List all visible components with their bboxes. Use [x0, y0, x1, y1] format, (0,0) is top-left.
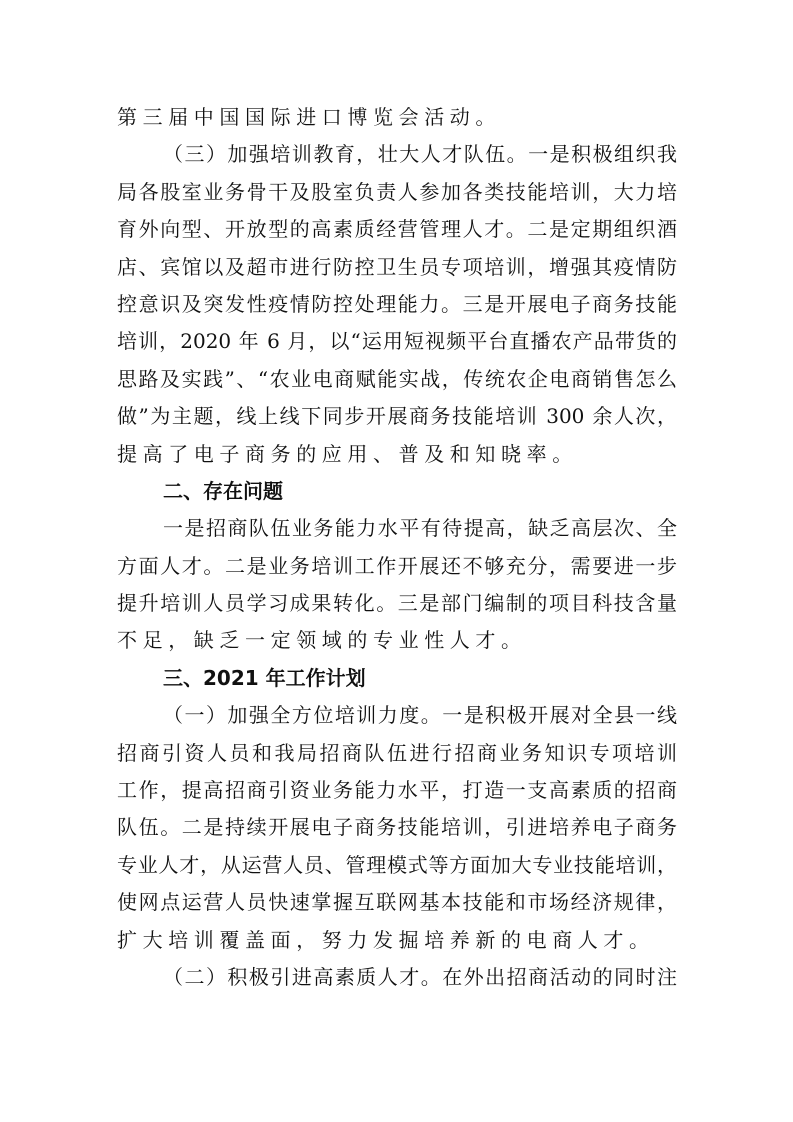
document-page [117, 99, 677, 996]
text-line: 专业人才，从运营人员、管理模式等方面加大专业技能培训， [117, 852, 677, 877]
section-heading: 三、2021 年工作计划 [163, 665, 366, 690]
text-line: 招商引资人员和我局招商队伍进行招商业务知识专项培训 [117, 740, 677, 765]
text-line: 店、宾馆以及超市进行防控卫生员专项培训，增强其疫情防 [117, 254, 677, 279]
text-line: 做”为主题，线上线下同步开展商务技能培训 300 余人次， [117, 404, 677, 429]
text-line: 培训，2020 年 6 月，以“运用短视频平台直播农产品带货的 [117, 329, 677, 354]
text-line: 提高了电子商务的应用、普及和知晓率。 [117, 441, 578, 466]
text-line: 第三届中国国际进口博览会活动。 [117, 105, 501, 129]
paragraph-start-line: （一）加强全方位培训力度。一是积极开展对全县一线 [163, 703, 677, 728]
text-line: 局各股室业务骨干及股室负责人参加各类技能培训，大力培 [117, 179, 677, 204]
text-line: 控意识及突发性疫情防控处理能力。三是开展电子商务技能 [117, 291, 677, 316]
text-line: 使网点运营人员快速掌握互联网基本技能和市场经济规律， [117, 890, 677, 915]
text-line: 工作，提高招商引资业务能力水平，打造一支高素质的招商 [117, 778, 677, 803]
text-line: 队伍。二是持续开展电子商务技能培训，引进培养电子商务 [117, 815, 677, 840]
paragraph-start-line: （三）加强培训教育，壮大人才队伍。一是积极组织我 [163, 142, 677, 167]
text-line: 不足，缺乏一定领域的专业性人才。 [117, 628, 527, 653]
text-line: 方面人才。二是业务培训工作开展还不够充分，需要进一步 [117, 553, 677, 578]
section-heading: 二、存在问题 [163, 478, 283, 503]
text-line: 育外向型、开放型的高素质经营管理人才。二是定期组织酒 [117, 217, 677, 242]
text-line: 思路及实践”、“农业电商赋能实战，传统农企电商销售怎么 [117, 366, 677, 391]
paragraph-start-line: 一是招商队伍业务能力水平有待提高，缺乏高层次、全 [163, 516, 677, 541]
paragraph-start-line: （二）积极引进高素质人才。在外出招商活动的同时注 [163, 964, 677, 989]
text-line: 提升培训人员学习成果转化。三是部门编制的项目科技含量 [117, 591, 677, 616]
text-line: 扩大培训覆盖面，努力发掘培养新的电商人才。 [117, 927, 655, 952]
